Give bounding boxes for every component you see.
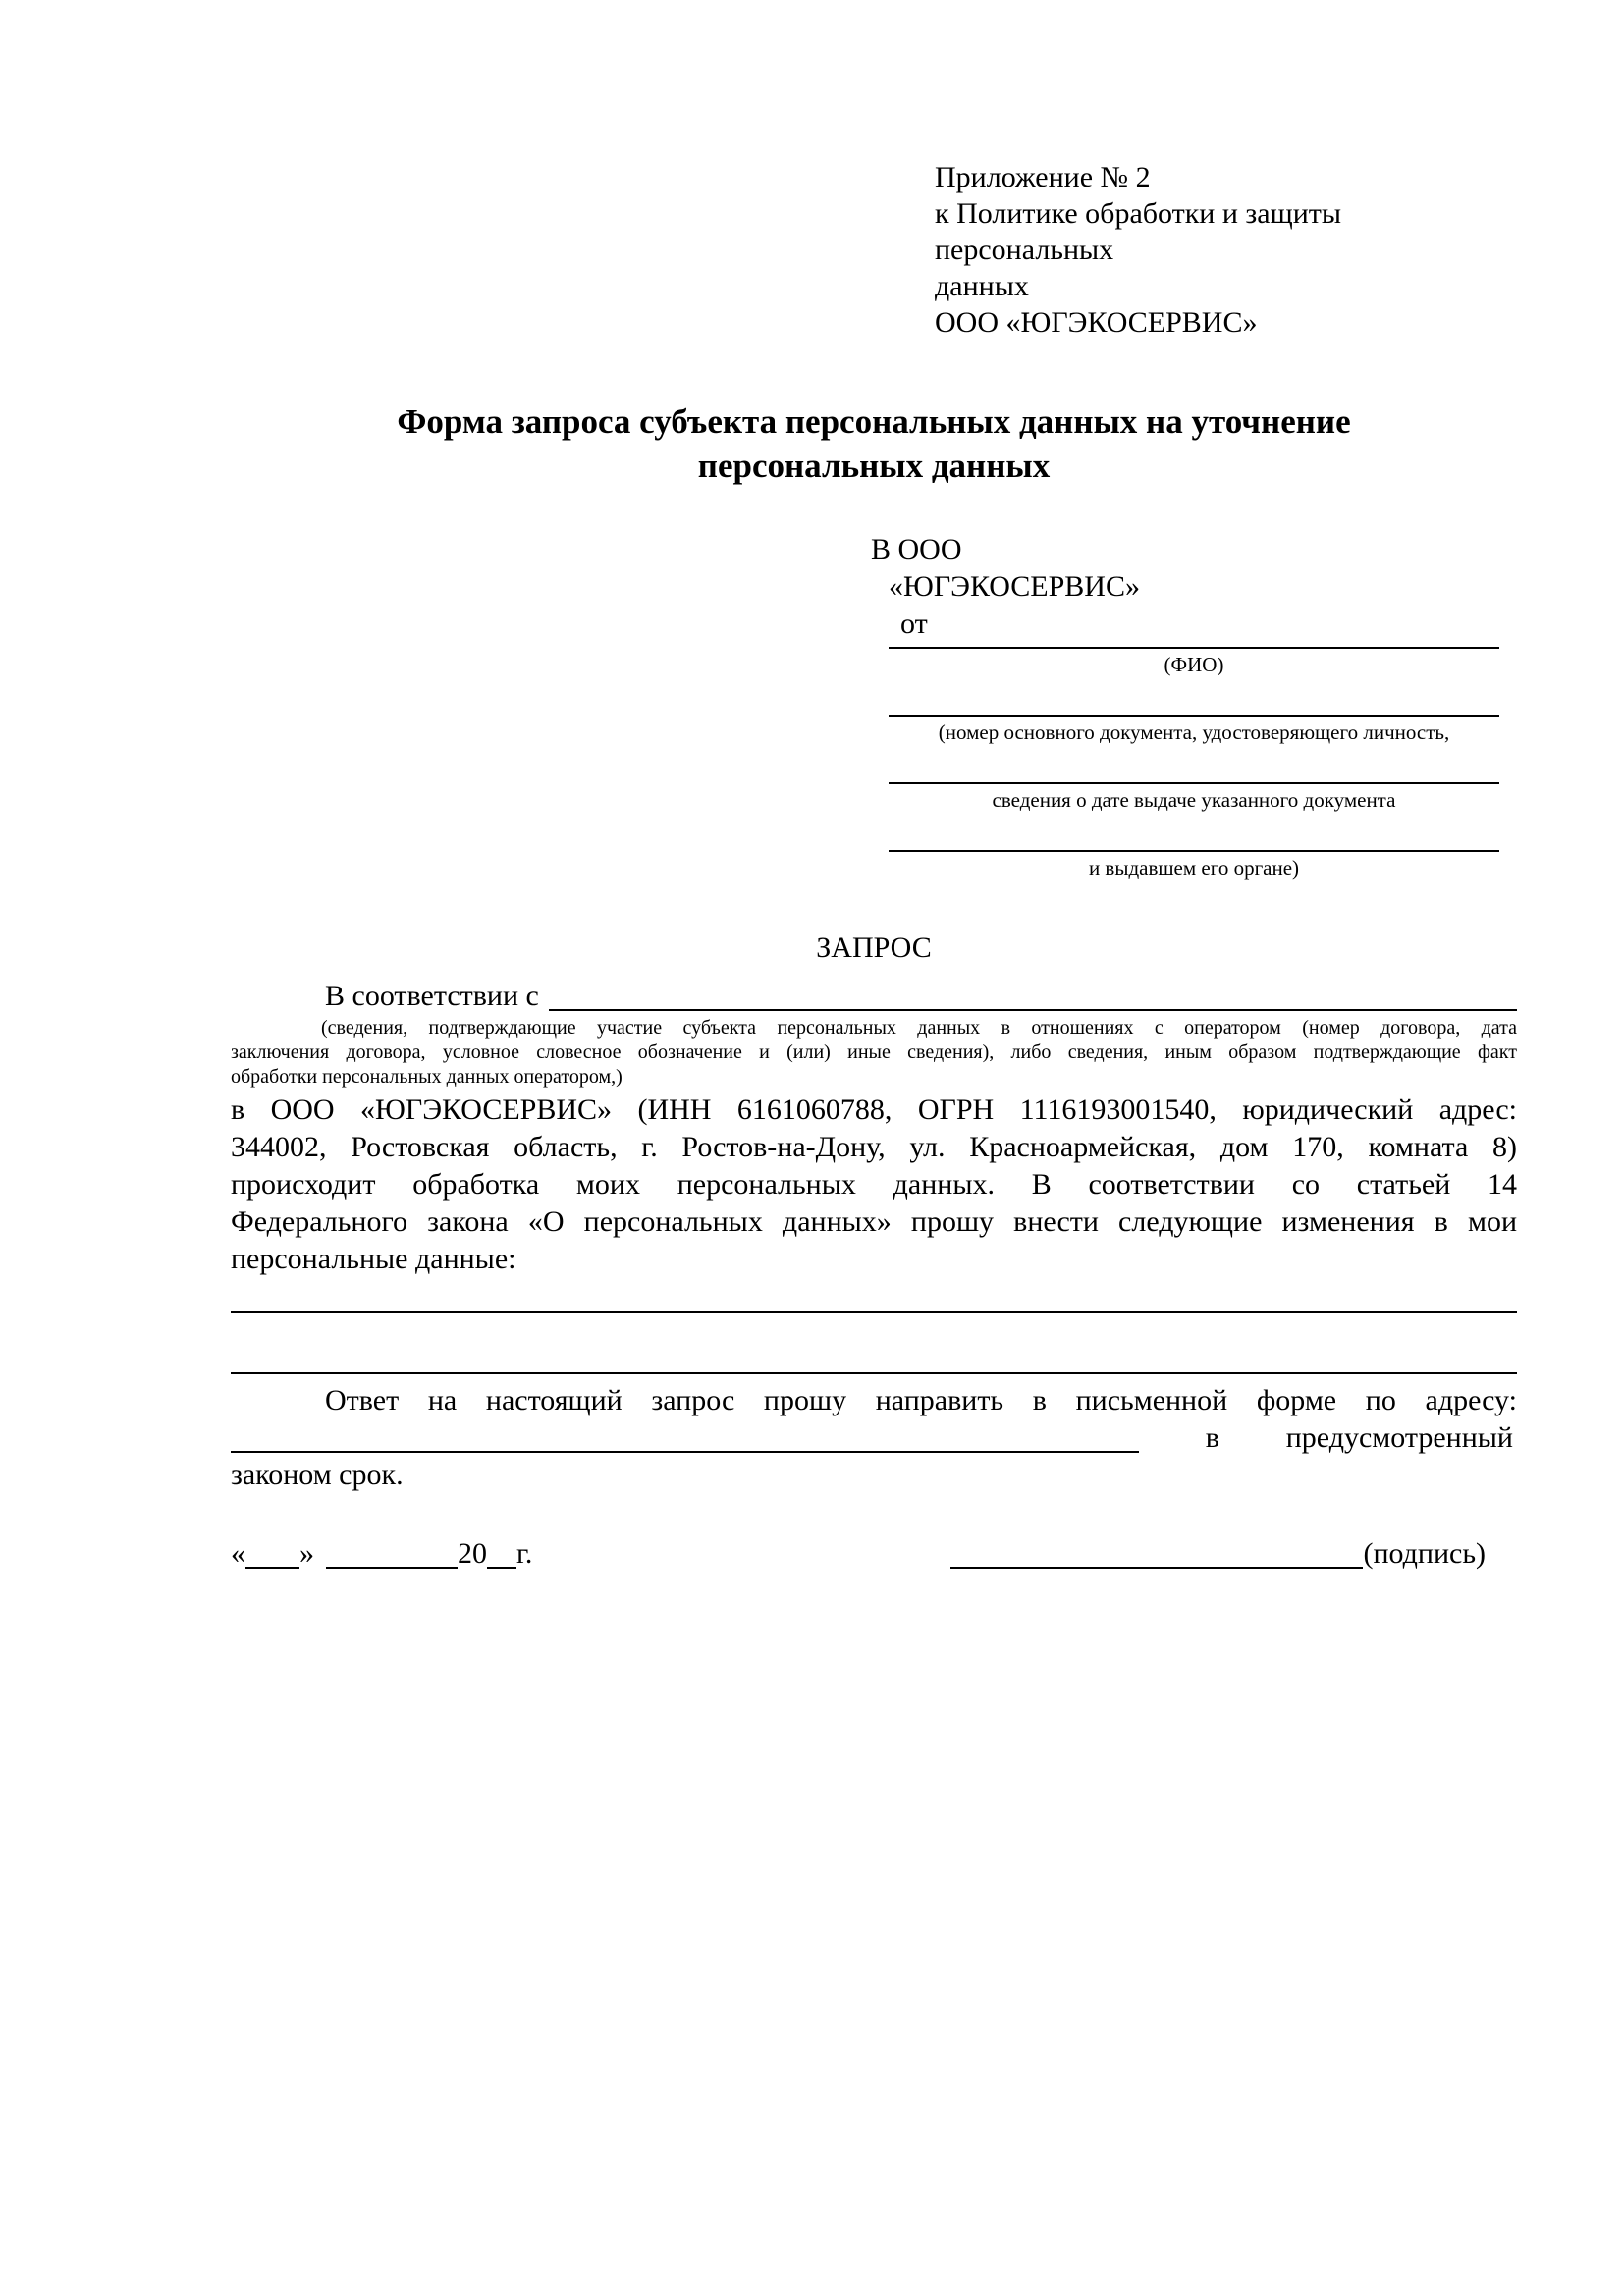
request-body-line-5: персональные данные: xyxy=(231,1243,516,1275)
issuing-authority-caption: и выдавшем его органе) xyxy=(1088,856,1300,880)
clarification-line-1: (сведения, подтверждающие участие субъекта персональных данных в отношениях с оператором (номер договора, дата xyxy=(321,1017,1517,1039)
signature-caption: (подпись) xyxy=(1363,1537,1486,1570)
header-note-line: данных xyxy=(935,270,1029,302)
recipient-line-2: «ЮГЭКОСЕРВИС» xyxy=(889,570,1140,603)
intro-blank-line xyxy=(549,1009,1517,1011)
header-note-line: к Политике обработки и защиты персональных xyxy=(935,197,1342,266)
personal-data-blank-line-1 xyxy=(231,1311,1517,1313)
answer-line-1: Ответ на настоящий запрос прошу направить в письменной форме по адресу: xyxy=(325,1384,1517,1416)
request-body-line-3: происходит обработка моих персональных данных. В соответствии со статьей 14 xyxy=(231,1168,1517,1201)
clarification-line-2: заключения договора, условное словесное обозначение и (или) иные сведения), либо сведения, иным образом подтверждающие факт xyxy=(231,1041,1517,1063)
clarification-note xyxy=(231,1016,1517,1090)
doc-number-caption: (номер основного документа, удостоверяющего личность, xyxy=(938,721,1450,744)
year-suffix: г. xyxy=(516,1537,533,1570)
fio-caption: (ФИО) xyxy=(1164,653,1224,676)
page-title-line-1: Форма запроса субъекта персональных данных на уточнение xyxy=(397,402,1351,441)
issue-date-caption: сведения о дате выдаче указанного документа xyxy=(992,788,1396,812)
fio-field xyxy=(889,647,1499,677)
header-note xyxy=(935,159,1517,341)
signature-blank-line xyxy=(950,1567,1363,1569)
recipient-block xyxy=(871,531,1517,643)
year-prefix: 20 xyxy=(458,1537,487,1570)
date-blank-year xyxy=(487,1567,516,1569)
intro-row xyxy=(231,977,1517,1016)
recipient-line-3: от xyxy=(900,608,928,640)
personal-data-blank-line-2 xyxy=(231,1372,1517,1374)
request-heading: ЗАПРОС xyxy=(816,932,932,964)
recipient-line-1: В ООО xyxy=(871,533,962,565)
signature-group xyxy=(950,1535,1486,1573)
request-body-line-4: Федерального закона «О персональных данных» прошу внести следующие изменения в мои xyxy=(231,1205,1517,1238)
address-blank-line xyxy=(231,1451,1139,1453)
answer-word-predusmotrennyj: предусмотренный xyxy=(1285,1421,1513,1454)
page-content xyxy=(231,159,1517,1573)
page-title-line-2: персональных данных xyxy=(697,447,1051,485)
date-blank-month xyxy=(326,1567,458,1569)
quote-close: » xyxy=(299,1537,314,1570)
date-blank-day xyxy=(245,1567,299,1569)
issue-date-field xyxy=(889,782,1499,813)
request-body xyxy=(231,1092,1517,1278)
date-group xyxy=(231,1535,532,1573)
request-body-line-1: в ООО «ЮГЭКОСЕРВИС» (ИНН 6161060788, ОГРН 1116193001540, юридический адрес: xyxy=(231,1094,1517,1126)
clarification-line-3: обработки персональных данных оператором,) xyxy=(231,1066,623,1088)
answer-line-3: законом срок. xyxy=(231,1459,404,1491)
doc-number-field xyxy=(889,715,1499,745)
issuing-authority-field xyxy=(889,850,1499,881)
header-note-line: ООО «ЮГЭКОСЕРВИС» xyxy=(935,306,1258,339)
request-body-line-2: 344002, Ростовская область, г. Ростов-на-Дону, ул. Красноармейская, дом 170, комната 8) xyxy=(231,1131,1517,1163)
quote-open: « xyxy=(231,1537,245,1570)
answer-word-v: в xyxy=(1205,1421,1219,1454)
address-row xyxy=(231,1419,1517,1457)
date-signature-row xyxy=(231,1535,1517,1573)
page-title xyxy=(231,400,1517,488)
intro-prefix: В соответствии с xyxy=(325,980,539,1012)
header-note-line: Приложение № 2 xyxy=(935,161,1151,193)
identity-fields xyxy=(889,647,1499,881)
answer-paragraph xyxy=(231,1382,1517,1494)
